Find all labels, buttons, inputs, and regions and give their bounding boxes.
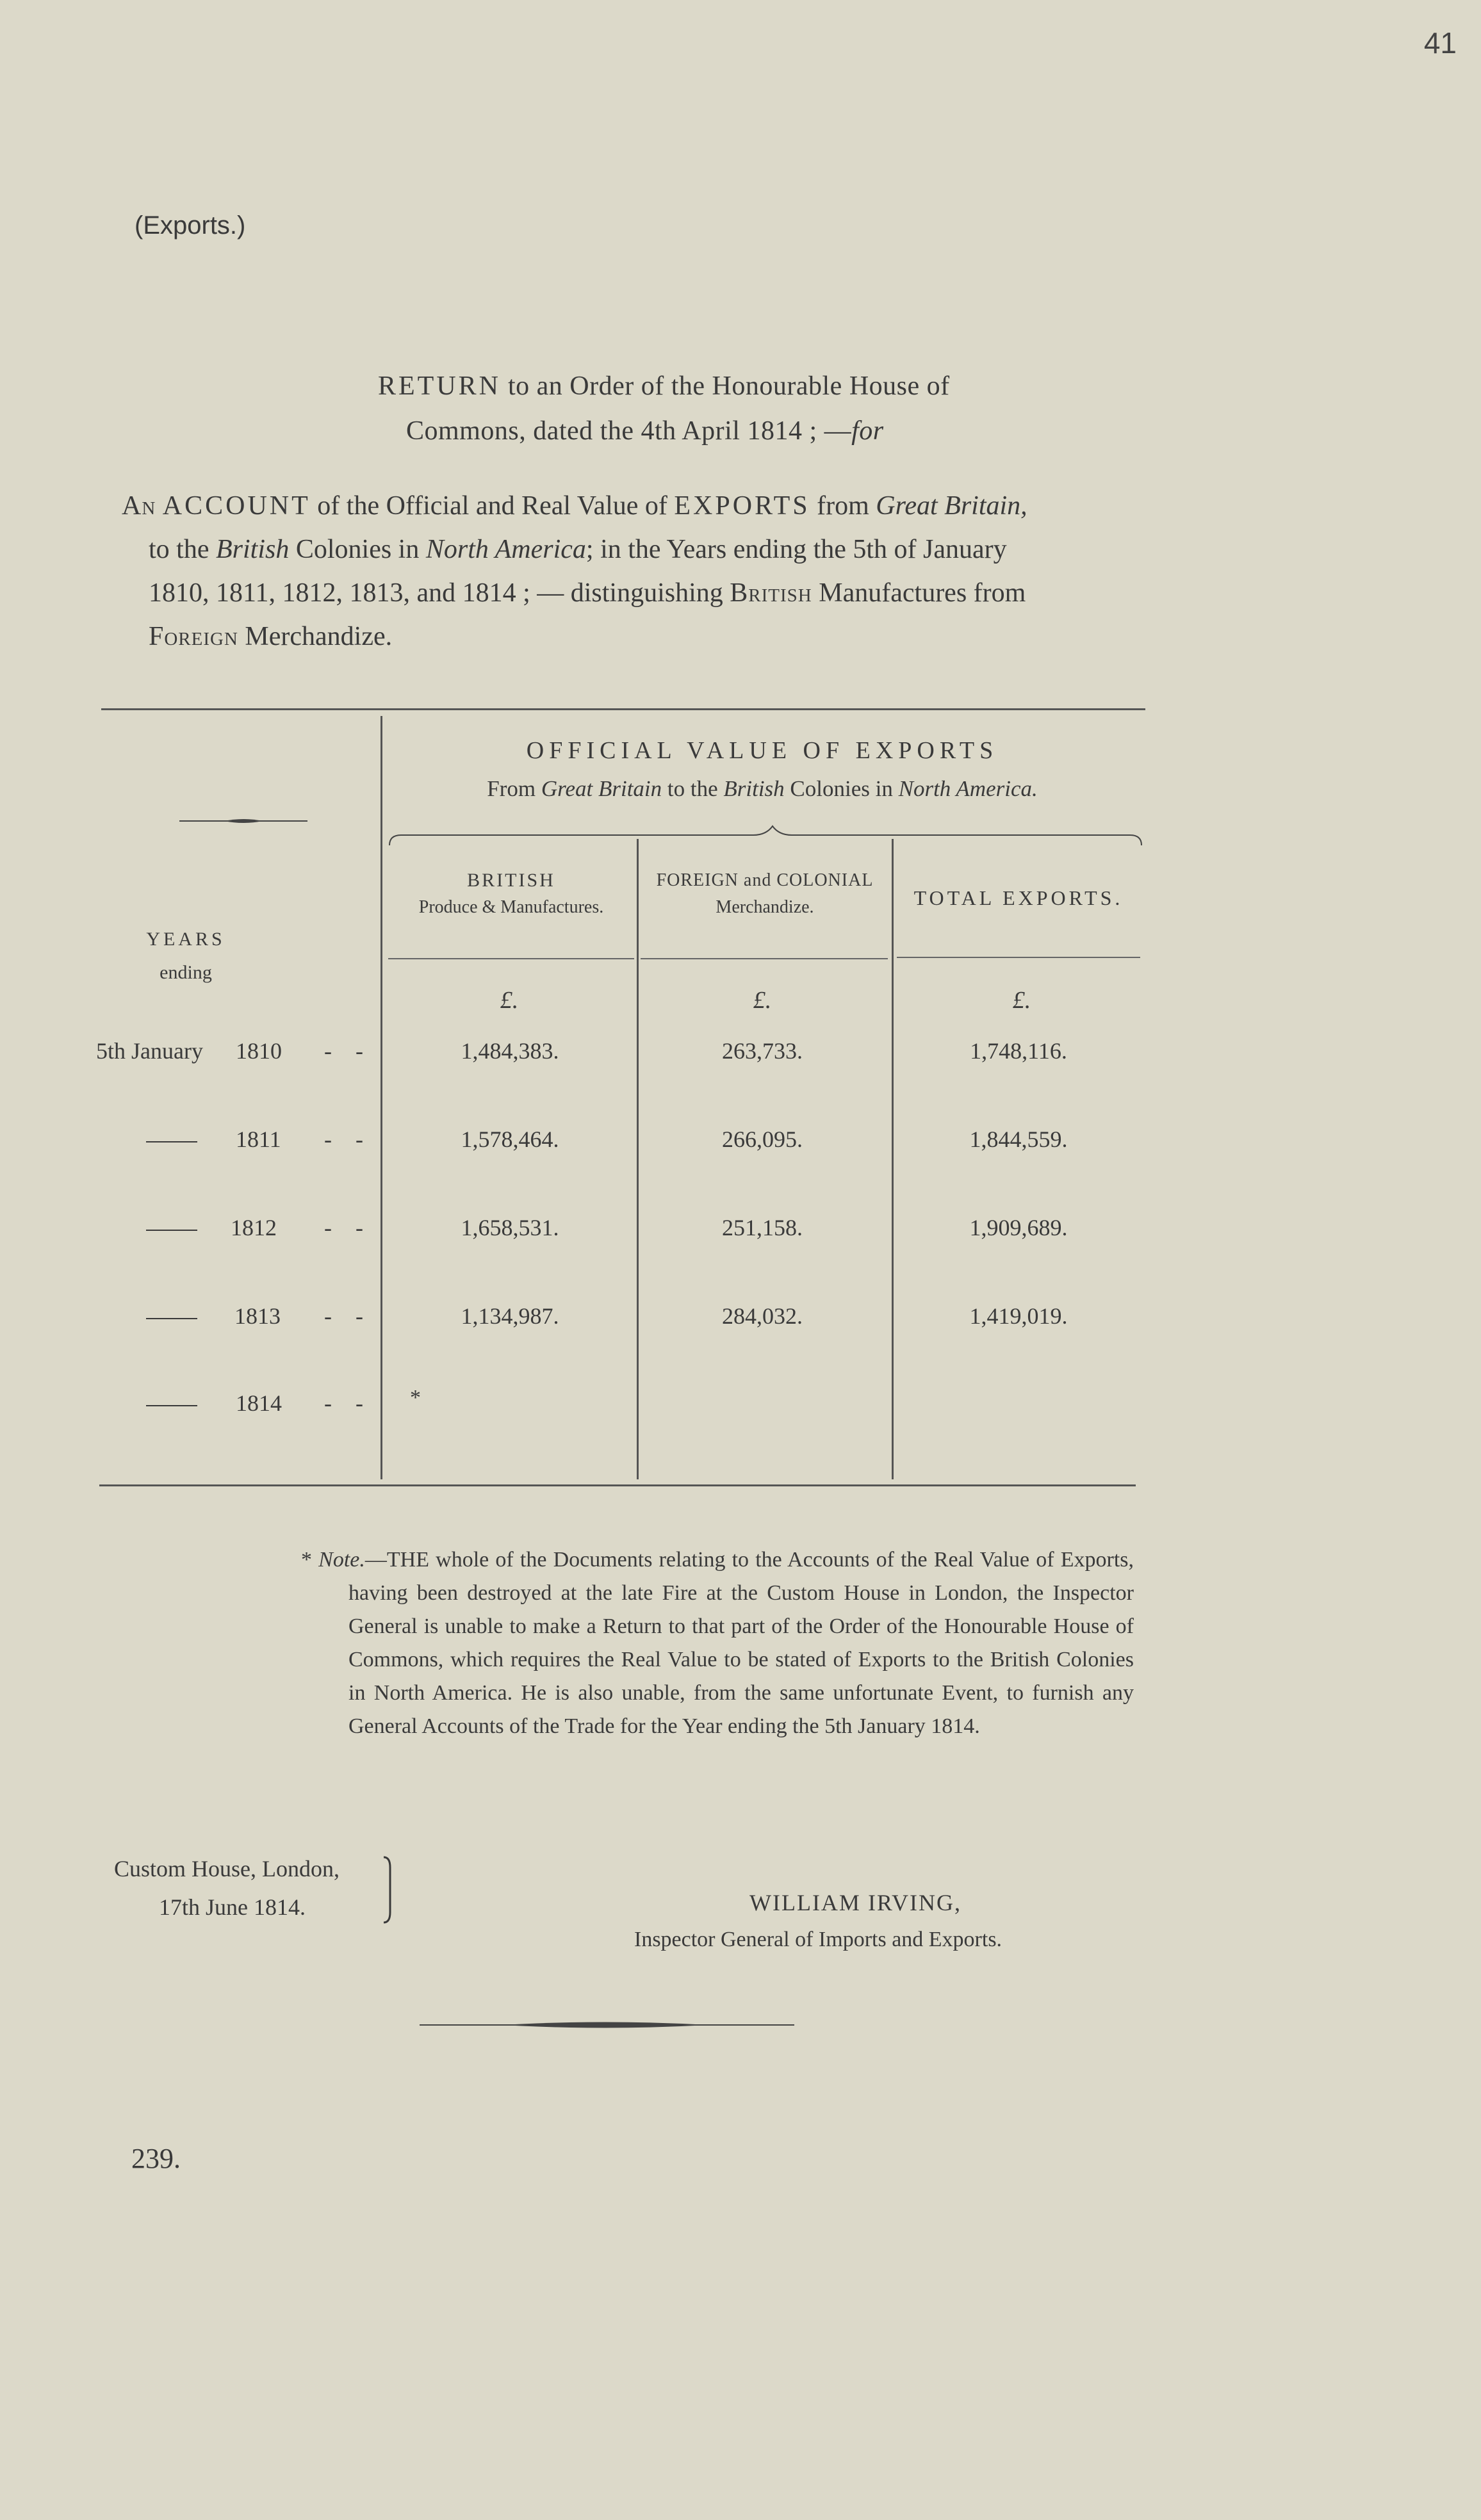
account-british-smallcaps: British [730,578,812,608]
row-1810-british: 1,484,383. [461,1038,559,1064]
account-line2-a: to the [149,535,209,564]
total-header-rule [897,957,1140,958]
row-1812-total: 1,909,689. [969,1215,1068,1240]
row-1811-ditto-dash [146,1141,197,1142]
row-1814-dots: - - [324,1390,372,1416]
years-label: YEARS [146,929,225,950]
foreign-header-rule [641,958,888,959]
account-foreign-smallcaps: Foreign [149,622,238,651]
sub-colonies-in: Colonies in [790,776,893,801]
total-currency-symbol: £. [1012,987,1031,1014]
row-1812-ditto-dash [146,1230,197,1231]
sub-british: British [723,776,785,801]
row-1812-british: 1,658,531. [461,1215,559,1240]
sub-north-america: North America. [898,776,1038,801]
row-1813-dots: - - [324,1303,372,1329]
years-ornament [179,817,307,825]
row-1811-dots: - - [324,1126,372,1152]
row-1811-british: 1,578,464. [461,1126,559,1152]
footnote-label: Note. [318,1548,365,1572]
account-title [122,484,1134,658]
table-top-rule [101,708,1145,710]
british-column-divider [637,839,639,1479]
row-1812-foreign: 251,158. [722,1215,803,1240]
signatory-title: Inspector General of Imports and Exports. [634,1928,1002,1951]
row-1814-ditto-dash [146,1405,197,1406]
foreign-column-subtitle: Merchandize. [716,897,814,917]
row-1811-foreign: 266,095. [722,1126,803,1152]
account-line3-a: 1810, 1811, 1812, 1813, and 1814 ; — distinguishing [149,578,723,608]
signatory-name: WILLIAM IRVING, [749,1890,962,1915]
return-line-1 [378,364,1147,409]
british-header-rule [388,958,634,959]
table-bottom-rule [99,1484,1136,1486]
section-label: (Exports.) [135,211,246,240]
row-1813-ditto-dash [146,1318,197,1319]
account-line2-c: ; in the Years ending the 5th of January [585,535,1007,564]
account-line-4 [122,615,1134,658]
account-line4: Merchandize. [245,622,393,651]
row-1811-year: 1811 [236,1126,281,1152]
account-line-1 [122,484,1134,528]
british-currency-symbol: £. [500,987,519,1014]
sub-to-the: to the [667,776,718,801]
row-1810-total: 1,748,116. [970,1038,1067,1064]
signature-place-date [114,1849,340,1926]
account-north-america: North America [425,535,586,564]
foreign-column-header [639,867,890,921]
signature-date: 17th June 1814. [159,1894,306,1920]
official-value-subtitle [384,776,1140,802]
return-line-1-rest: to an Order of the Honourable House of [508,371,950,401]
foreign-column-title: FOREIGN and COLONIAL [656,870,874,890]
account-an: An [122,491,156,521]
official-value-title: OFFICIAL VALUE OF EXPORTS [526,737,999,764]
row-1814-year: 1814 [236,1390,282,1416]
british-column-header [388,867,634,921]
total-column-header: TOTAL EXPORTS. [913,886,1124,909]
row-1810-foreign: 263,733. [722,1038,803,1064]
signature-bracket [381,1855,400,1925]
account-great-britain: Great Britain, [876,491,1027,521]
foreign-column-divider [892,839,894,1479]
account-word: ACCOUNT [162,491,311,521]
footnote-mark: * [301,1548,312,1572]
signature-place: Custom House, London, [114,1856,340,1882]
account-text-2: from [817,491,869,521]
row-1814-british-footnote-mark: * [410,1386,421,1410]
sub-from: From [487,776,536,801]
account-british-italic: British [215,535,290,564]
header-brace [388,821,1143,847]
return-line-2 [378,409,1147,453]
account-line2-b: Colonies in [295,535,420,564]
foreign-currency-symbol: £. [753,987,772,1014]
footnote-text: —THE whole of the Documents relating to the Accounts of the Real Value of Exports, having been destroyed at the late Fire at the Custom House in London, the Inspector General is unable to make a Return to that part of the Order of the Honourable House of Commons, which requires the Real Value to be stated of Exports to the British Colonies in North America. He is also unable, from the same unfortunate Event, to furnish any General Accounts of the Trade for the Year ending the 5th January 1814. [348,1548,1134,1738]
footnote [301,1543,1134,1743]
sub-great-britain: Great Britain [541,776,662,801]
row-1812-dots: - - [324,1215,372,1240]
page-number: 41 [1423,26,1457,60]
return-word: RETURN [378,371,501,401]
row-1811-total: 1,844,559. [969,1126,1068,1152]
account-line-2 [122,528,1134,571]
row-1813-total: 1,419,019. [969,1303,1068,1329]
account-line3-b: Manufactures from [819,578,1026,608]
account-exports-word: EXPORTS [674,491,810,521]
row-1810-dots: - - [324,1038,372,1064]
folio-number: 239. [131,2143,181,2174]
return-for: for [851,416,884,446]
row-1810-year: 1810 [236,1038,282,1064]
account-text-1: of the Official and Real Value of [317,491,667,521]
closing-ornament [420,2020,794,2029]
return-heading [378,364,1147,453]
years-column-divider [380,716,382,1479]
row-1813-foreign: 284,032. [722,1303,803,1329]
row-1813-british: 1,134,987. [461,1303,559,1329]
ending-label: ending [160,962,212,983]
account-line-3 [122,571,1134,615]
return-line-2-text: Commons, dated the 4th April 1814 ; — [406,416,852,446]
row-1813-year: 1813 [234,1303,281,1329]
row-1812-year: 1812 [231,1215,277,1240]
british-column-subtitle: Produce & Manufactures. [418,897,604,917]
row-1810-prefix: 5th January [96,1038,203,1064]
british-column-title: BRITISH [467,870,555,891]
